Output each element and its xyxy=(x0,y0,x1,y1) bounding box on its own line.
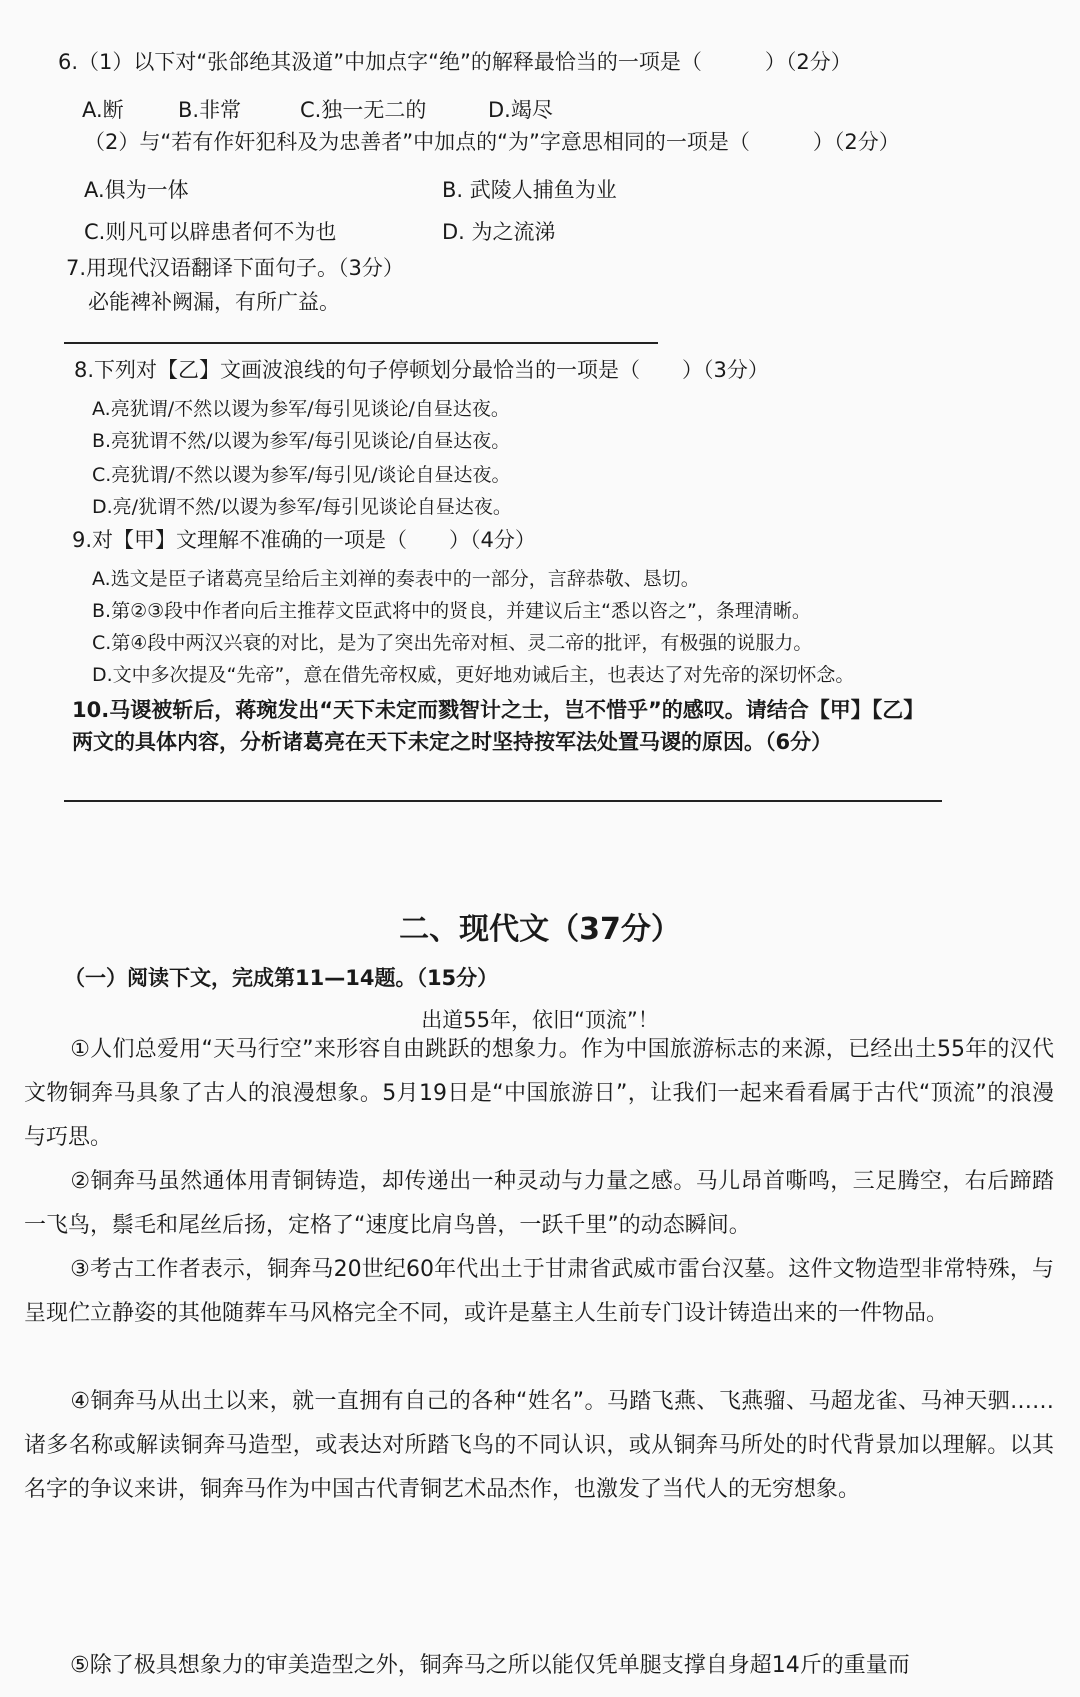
q7-sentence: 必能裨补阙漏，有所广益。 xyxy=(88,290,340,314)
article-paragraph-1 xyxy=(24,1028,1054,1160)
article-paragraph-1-text: ①人们总爱用“天马行空”来形容自由跳跃的想象力。作为中国旅游标志的来源，已经出土55年的汉代文物铜奔马具象了古人的浪漫想象。5月19日是“中国旅游日”，让我们一起来看看属于古代“顶流”的浪漫与巧思。 xyxy=(24,1037,1054,1150)
q6-part2-option-b: B. 武陵人捕鱼为业 xyxy=(442,178,617,202)
q10-line2: 两文的具体内容，分析诸葛亮在天下未定之时坚持按军法处置马谡的原因。（6分） xyxy=(72,730,833,754)
q8-prompt: 8.下列对【乙】文画波浪线的句子停顿划分最恰当的一项是（ ）（3分） xyxy=(74,358,769,382)
article-title: 出道55年，依旧“顶流”！ xyxy=(421,1008,659,1032)
q6-part1-option-c: C.独一无二的 xyxy=(300,98,427,122)
section2-heading: 二、现代文（37分） xyxy=(399,912,681,947)
article-paragraph-4-text: ④铜奔马从出土以来，就一直拥有自己的各种“姓名”。马踏飞燕、飞燕骝、马超龙雀、马神天驷……诸多名称或解读铜奔马造型，或表达对所踏飞鸟的不同认识，或从铜奔马所处的时代背景加以理解。以其名字的争议来讲，铜奔马作为中国古代青铜艺术品杰作，也激发了当代人的无穷想象。 xyxy=(24,1389,1054,1502)
article-paragraph-2 xyxy=(24,1160,1054,1248)
q6-part1-option-b: B.非常 xyxy=(178,98,242,122)
q6-part1-prompt: 6.（1）以下对“张郃绝其汲道”中加点字“绝”的解释最恰当的一项是（ ）（2分） xyxy=(58,50,852,74)
article-paragraph-3-text: ③考古工作者表示，铜奔马20世纪60年代出土于甘肃省武威市雷台汉墓。这件文物造型非常特殊，与呈现伫立静姿的其他随葬车马风格完全不同，或许是墓主人生前专门设计铸造出来的一件物品。 xyxy=(24,1257,1054,1326)
q8-option-d: D.亮/犹谓不然/以谡为参军/每引见谈论自昼达夜。 xyxy=(92,496,512,518)
article-paragraph-5 xyxy=(24,1644,1054,1688)
q10-line1: 10.马谡被斩后，蒋琬发出“天下未定而戮智计之士，岂不惜乎”的感叹。请结合【甲】【乙】 xyxy=(72,698,925,722)
article-paragraph-4 xyxy=(24,1380,1054,1512)
q6-part2-option-d: D. 为之流涕 xyxy=(442,220,556,244)
q6-part2-option-c: C.则凡可以辟患者何不为也 xyxy=(84,220,337,244)
q9-prompt: 9.对【甲】文理解不准确的一项是（ ）（4分） xyxy=(72,528,536,552)
q7-answer-line xyxy=(64,342,658,344)
article-paragraph-2-text: ②铜奔马虽然通体用青铜铸造，却传递出一种灵动与力量之感。马儿昂首嘶鸣，三足腾空，右后蹄踏一飞鸟，鬃毛和尾丝后扬，定格了“速度比肩鸟兽，一跃千里”的动态瞬间。 xyxy=(24,1169,1054,1238)
q8-option-a: A.亮犹谓/不然以谡为参军/每引见谈论/自昼达夜。 xyxy=(92,398,510,420)
article-paragraph-5-text: ⑤除了极具想象力的审美造型之外，铜奔马之所以能仅凭单腿支撑自身超14斤的重量而 xyxy=(70,1653,910,1678)
q8-option-c: C.亮犹谓/不然以谡为参军/每引见/谈论自昼达夜。 xyxy=(92,464,511,486)
q9-option-d: D.文中多次提及“先帝”，意在借先帝权威，更好地劝诫后主，也表达了对先帝的深切怀念。 xyxy=(92,664,855,686)
q6-part2-prompt: （2）与“若有作奸犯科及为忠善者”中加点的“为”字意思相同的一项是（ ）（2分） xyxy=(84,130,900,154)
q10-answer-line xyxy=(64,800,942,802)
q9-option-b: B.第②③段中作者向后主推荐文臣武将中的贤良，并建议后主“悉以咨之”，条理清晰。 xyxy=(92,600,811,622)
q8-option-b: B.亮犹谓不然/以谡为参军/每引见谈论/自昼达夜。 xyxy=(92,430,511,452)
q9-option-c: C.第④段中两汉兴衰的对比，是为了突出先帝对桓、灵二帝的批评，有极强的说服力。 xyxy=(92,632,813,654)
q6-part2-option-a: A.俱为一体 xyxy=(84,178,189,202)
q6-part1-option-d: D.竭尽 xyxy=(488,98,553,122)
q7-prompt: 7.用现代汉语翻译下面句子。（3分） xyxy=(66,256,404,280)
q6-part1-option-a: A.断 xyxy=(82,98,124,122)
q9-option-a: A.选文是臣子诸葛亮呈给后主刘禅的奏表中的一部分，言辞恭敬、恳切。 xyxy=(92,568,700,590)
section2-subheading: （一）阅读下文，完成第11—14题。（15分） xyxy=(64,966,499,990)
article-paragraph-3 xyxy=(24,1248,1054,1336)
